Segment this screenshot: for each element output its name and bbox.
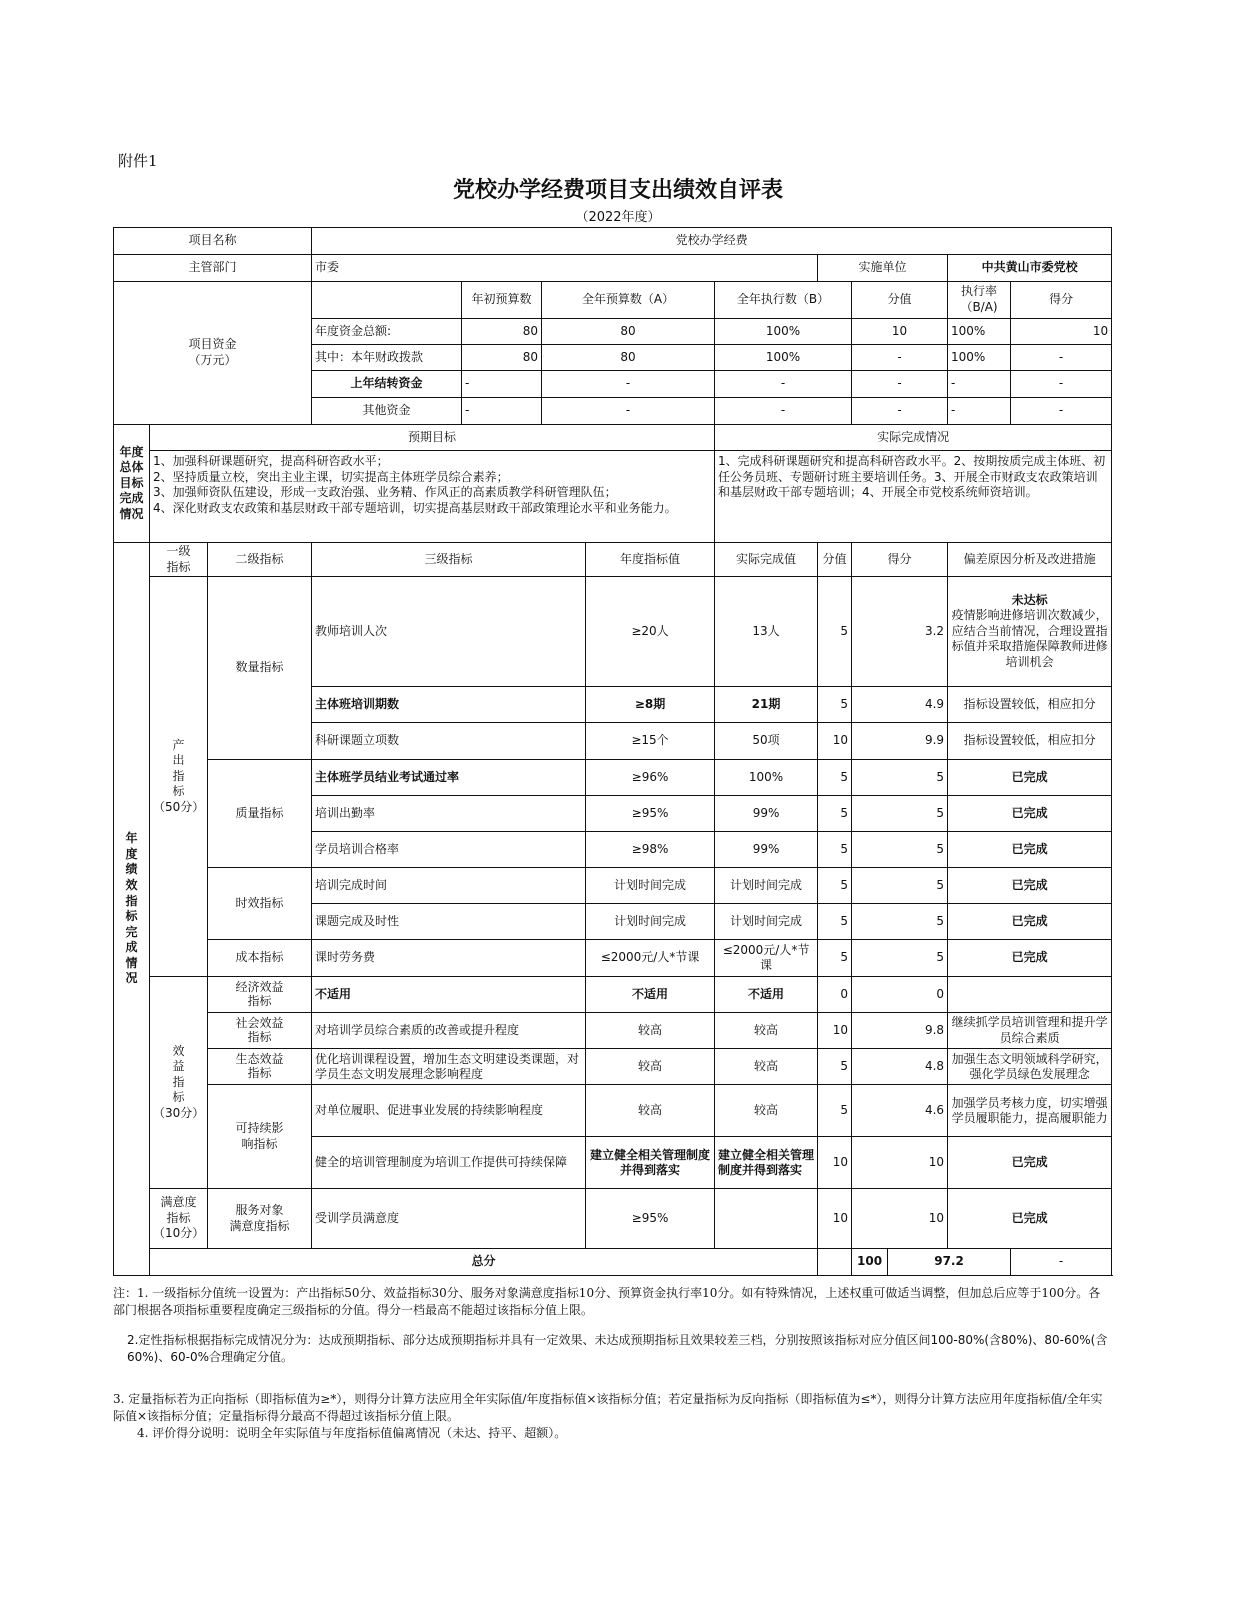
indicator-row: [114, 1049, 1112, 1085]
cost-indicator-label: 成本指标: [208, 940, 312, 977]
indicator-target: 较高: [586, 1013, 715, 1049]
social-indicator-label: 社会效益 指标: [208, 1013, 312, 1049]
indicator-actual: 不适用: [715, 977, 818, 1013]
funds-row-exec: -: [715, 398, 852, 425]
indicator-row: [114, 1085, 1112, 1137]
ecological-indicator-label: 生态效益 指标: [208, 1049, 312, 1085]
footnote-3: 3. 定量指标若为正向指标（即指标值为≥*），则得分计算方法应用全年实际值/年度指标值×该指标分值；若定量指标为反向指标（即指标值为≤*），则得分计算方法应用年度指标值/全年实际值×该指标分值；定量指标得分最高不得超过该指标分值上限。: [113, 1391, 1103, 1423]
goals-header-row: [114, 425, 1112, 451]
funds-header-score: 得分: [1011, 282, 1112, 319]
department-value: 市委: [312, 255, 818, 282]
indicator-actual: 计划时间完成: [715, 868, 818, 904]
project-name-value: 党校办学经费: [312, 228, 1112, 255]
indicator-score: 10: [852, 1137, 948, 1189]
report-year: （2022年度）: [575, 210, 661, 225]
indicator-row: [114, 868, 1112, 904]
funds-row-name: 其他资金: [312, 398, 462, 425]
indicator-score-value: 0: [818, 977, 852, 1013]
indicator-target: 不适用: [586, 977, 715, 1013]
indicator-row: [114, 577, 1112, 687]
indicator-name: 课题完成及时性: [312, 904, 586, 940]
header-note: 偏差原因分析及改进措施: [948, 543, 1112, 577]
header-level1: 一级 指标: [150, 543, 208, 577]
funds-row-score: -: [1011, 345, 1112, 371]
funds-header-blank: [312, 282, 462, 319]
note-text: 疫情影响进修培训次数减少，应结合当前情况，合理设置指标值并采取措施保障教师进修培训机会: [951, 608, 1108, 670]
indicator-note: 已完成: [948, 1137, 1112, 1189]
indicator-actual: 较高: [715, 1085, 818, 1137]
indicator-score-value: 10: [818, 1137, 852, 1189]
indicator-name: 教师培训人次: [312, 577, 586, 687]
actual-completion-header: 实际完成情况: [715, 425, 1112, 451]
funds-row-score-value: -: [852, 371, 948, 398]
funds-row-annual: 80: [542, 345, 715, 371]
note-title: 未达标: [1011, 592, 1048, 607]
indicator-target: ≥20人: [586, 577, 715, 687]
footnote-2: 2.定性指标根据指标完成情况分为：达成预期指标、部分达成预期指标并具有一定效果、未达成预期指标且效果较差三档，分别按照该指标对应分值区间100-80%(含80%)、80-60%(含60%)、60-0%合理确定分值。: [127, 1332, 1108, 1365]
funds-row-score-value: -: [852, 398, 948, 425]
header-target: 年度指标值: [586, 543, 715, 577]
indicator-score-value: 10: [818, 1189, 852, 1249]
indicator-name: 学员培训合格率: [312, 832, 586, 868]
indicator-score: 0: [852, 977, 948, 1013]
satisfaction-indicator-label: 满意度 指标 （10分）: [150, 1189, 208, 1249]
header-score-value: 分值: [818, 543, 852, 577]
economic-indicator-label: 经济效益 指标: [208, 977, 312, 1013]
goals-label: 年度 总体 目标 完成 情况: [114, 425, 150, 543]
indicator-score-value: 5: [818, 868, 852, 904]
funds-row-score: -: [1011, 371, 1112, 398]
indicator-row: [114, 1189, 1112, 1249]
indicator-row: [114, 1013, 1112, 1049]
indicator-score-value: 5: [818, 832, 852, 868]
total-score-value: 100: [852, 1249, 888, 1276]
attachment-label: 附件1: [118, 152, 158, 170]
indicator-row: [114, 977, 1112, 1013]
indicator-score: 4.9: [852, 687, 948, 723]
indicator-actual: 计划时间完成: [715, 904, 818, 940]
indicator-actual: 建立健全相关管理制度并得到落实: [715, 1137, 818, 1189]
funds-row-annual: -: [542, 398, 715, 425]
indicator-score: 5: [852, 760, 948, 796]
indicator-note: 已完成: [948, 760, 1112, 796]
indicator-score: 10: [852, 1189, 948, 1249]
indicator-note: [948, 977, 1112, 1013]
service-indicator-label: 服务对象 满意度指标: [208, 1189, 312, 1249]
indicator-name: 受训学员满意度: [312, 1189, 586, 1249]
funds-row-exec: 100%: [715, 345, 852, 371]
funds-row-score-value: -: [852, 345, 948, 371]
indicator-score-value: 10: [818, 723, 852, 760]
indicator-note: 已完成: [948, 796, 1112, 832]
indicator-score: 4.8: [852, 1049, 948, 1085]
indicator-note: 指标设置较低，相应扣分: [948, 687, 1112, 723]
output-indicator-label: 产 出 指 标 （50分）: [150, 577, 208, 977]
indicator-score-value: 5: [818, 1085, 852, 1137]
indicator-actual: 50项: [715, 723, 818, 760]
quality-indicator-label: 质量指标: [208, 760, 312, 868]
indicator-name: 对培训学员综合素质的改善或提升程度: [312, 1013, 586, 1049]
indicator-target: 较高: [586, 1085, 715, 1137]
indicator-score: 4.6: [852, 1085, 948, 1137]
funds-row-rate: -: [948, 371, 1011, 398]
indicator-target: 计划时间完成: [586, 868, 715, 904]
indicators-section-label: 年 度 绩 效 指 标 完 成 情 况: [114, 543, 150, 1276]
indicator-score-value: 5: [818, 577, 852, 687]
indicator-score-value: 5: [818, 687, 852, 723]
indicator-target: ≥95%: [586, 796, 715, 832]
indicator-actual: 99%: [715, 796, 818, 832]
indicator-score-value: 5: [818, 904, 852, 940]
indicator-score: 5: [852, 868, 948, 904]
indicator-score-value: 5: [818, 940, 852, 977]
page-title: 党校办学经费项目支出绩效自评表: [452, 178, 783, 203]
total-row: [114, 1249, 1112, 1276]
total-label: 总分: [150, 1249, 818, 1276]
indicator-name: 对单位履职、促进事业发展的持续影响程度: [312, 1085, 586, 1137]
funds-row-initial: -: [462, 398, 542, 425]
indicator-name: 健全的培训管理制度为培训工作提供可持续保障: [312, 1137, 586, 1189]
funds-row-annual: -: [542, 371, 715, 398]
indicator-row: [114, 760, 1112, 796]
indicator-note: 已完成: [948, 940, 1112, 977]
header-actual: 实际完成值: [715, 543, 818, 577]
indicator-target: 较高: [586, 1049, 715, 1085]
sustainable-indicator-label: 可持续影 响指标: [208, 1085, 312, 1189]
project-name-label: 项目名称: [114, 228, 312, 255]
funds-header-exec: 全年执行数（B）: [715, 282, 852, 319]
indicator-actual: 100%: [715, 760, 818, 796]
funds-row-rate: 100%: [948, 345, 1011, 371]
indicator-note: 已完成: [948, 868, 1112, 904]
indicator-name: 不适用: [312, 977, 586, 1013]
indicator-score: 5: [852, 796, 948, 832]
indicator-score: 5: [852, 940, 948, 977]
indicator-score: 5: [852, 904, 948, 940]
indicator-actual: 较高: [715, 1049, 818, 1085]
indicator-actual: [715, 1189, 818, 1249]
timeliness-indicator-label: 时效指标: [208, 868, 312, 940]
goals-content-row: [114, 451, 1112, 543]
funds-row-score: -: [1011, 398, 1112, 425]
indicator-note: 已完成: [948, 832, 1112, 868]
funds-row-initial: 80: [462, 319, 542, 345]
indicator-score: 9.9: [852, 723, 948, 760]
header-level2: 二级指标: [208, 543, 312, 577]
header-level3: 三级指标: [312, 543, 586, 577]
indicator-target: 建立健全相关管理制度并得到落实: [586, 1137, 715, 1189]
indicators-header-row: [114, 543, 1112, 577]
indicator-score-value: 5: [818, 760, 852, 796]
project-name-row: [114, 228, 1112, 255]
quantity-indicator-label: 数量指标: [208, 577, 312, 760]
benefit-indicator-label: 效 益 指 标 （30分）: [150, 977, 208, 1189]
funds-row-initial: -: [462, 371, 542, 398]
indicator-score-value: 5: [818, 1049, 852, 1085]
funds-row-name: 上年结转资金: [312, 371, 462, 398]
implementing-unit-label: 实施单位: [818, 255, 948, 282]
actual-completion-text: 1、完成科研课题研究和提高科研咨政水平。2、按期按质完成主体班、初任公务员班、专题研讨班主要培训任务。3、开展全市财政支农政策培训和基层财政干部专题培训；4、开展全市党校系统师资培训。: [715, 451, 1112, 543]
funds-row-exec: -: [715, 371, 852, 398]
indicator-target: ≥8期: [586, 687, 715, 723]
expected-goals-text: 1、加强科研课题研究，提高科研咨政水平； 2、坚持质量立校，突出主业主课，切实提高主体班学员综合素养； 3、加强师资队伍建设，形成一支政治强、业务精、作风正的高素质教学科研管理队伍； 4、深化财政支农政策和基层财政干部专题培训，切实提高基层财政干部政策理论水平和业务能力。: [150, 451, 715, 543]
indicator-name: 主体班培训期数: [312, 687, 586, 723]
indicator-note: 加强生态文明领域科学研究，强化学员绿色发展理念: [948, 1049, 1112, 1085]
indicator-note: 指标设置较低，相应扣分: [948, 723, 1112, 760]
funds-row-rate: 100%: [948, 319, 1011, 345]
indicator-score: 5: [852, 832, 948, 868]
funds-header-row: [114, 282, 1112, 319]
footnote-4: 4. 评价得分说明：说明全年实际值与年度指标值偏离情况（未达、持平、超额）。: [137, 1426, 567, 1441]
expected-goals-header: 预期目标: [150, 425, 715, 451]
indicator-target: ≤2000元/人*节课: [586, 940, 715, 977]
indicator-note: [948, 577, 1112, 687]
funds-row-annual: 80: [542, 319, 715, 345]
header-score: 得分: [852, 543, 948, 577]
indicator-actual: 99%: [715, 832, 818, 868]
indicator-target: ≥96%: [586, 760, 715, 796]
indicator-score-value: 5: [818, 796, 852, 832]
indicator-actual: 13人: [715, 577, 818, 687]
department-label: 主管部门: [114, 255, 312, 282]
indicator-target: ≥95%: [586, 1189, 715, 1249]
funds-row-score-value: 10: [852, 319, 948, 345]
indicator-target: ≥98%: [586, 832, 715, 868]
funds-header-rate: 执行率 （B/A): [948, 282, 1011, 319]
total-score: 97.2: [888, 1249, 1011, 1276]
indicator-name: 优化培训课程设置，增加生态文明建设类课题，对学员生态文明发展理念影响程度: [312, 1049, 586, 1085]
funds-row-name: 年度资金总额:: [312, 319, 462, 345]
indicator-name: 培训完成时间: [312, 868, 586, 904]
indicator-actual: 21期: [715, 687, 818, 723]
total-blank: [818, 1249, 852, 1276]
indicator-target: ≥15个: [586, 723, 715, 760]
indicator-note: 加强学员考核力度，切实增强学员履职能力，提高履职能力: [948, 1085, 1112, 1137]
indicator-actual: 较高: [715, 1013, 818, 1049]
indicator-name: 科研课题立项数: [312, 723, 586, 760]
funds-header-annual: 全年预算数（A）: [542, 282, 715, 319]
indicator-note: 已完成: [948, 904, 1112, 940]
indicator-score: 9.8: [852, 1013, 948, 1049]
indicator-target: 计划时间完成: [586, 904, 715, 940]
implementing-unit-value: 中共黄山市委党校: [948, 255, 1112, 282]
funds-row-rate: -: [948, 398, 1011, 425]
indicator-score: 3.2: [852, 577, 948, 687]
indicator-note: 继续抓学员培训管理和提升学员综合素质: [948, 1013, 1112, 1049]
funds-row-name: 其中：本年财政拨款: [312, 345, 462, 371]
footnotes: [113, 1285, 1111, 1443]
indicator-name: 课时劳务费: [312, 940, 586, 977]
footnote-1: 注：1. 一级指标分值统一设置为：产出指标50分、效益指标30分、服务对象满意度指标10分、预算资金执行率10分。如有特殊情况，上述权重可做适当调整，但加总后应等于100分。各部门根据各项指标重要程度确定三级指标的分值。得分一档最高不能超过该指标分值上限。: [113, 1286, 1101, 1318]
total-note: -: [1011, 1249, 1112, 1276]
indicator-note: 已完成: [948, 1189, 1112, 1249]
funds-row-initial: 80: [462, 345, 542, 371]
indicator-name: 培训出勤率: [312, 796, 586, 832]
indicator-score-value: 10: [818, 1013, 852, 1049]
indicator-name: 主体班学员结业考试通过率: [312, 760, 586, 796]
department-row: [114, 255, 1112, 282]
funds-row-score: 10: [1011, 319, 1112, 345]
funds-header-score-value: 分值: [852, 282, 948, 319]
funds-row-exec: 100%: [715, 319, 852, 345]
indicator-actual: ≤2000元/人*节课: [715, 940, 818, 977]
performance-table: [113, 227, 1112, 1276]
funds-header-initial: 年初预算数: [462, 282, 542, 319]
indicator-row: [114, 940, 1112, 977]
funds-label: 项目资金 （万元）: [114, 282, 312, 425]
